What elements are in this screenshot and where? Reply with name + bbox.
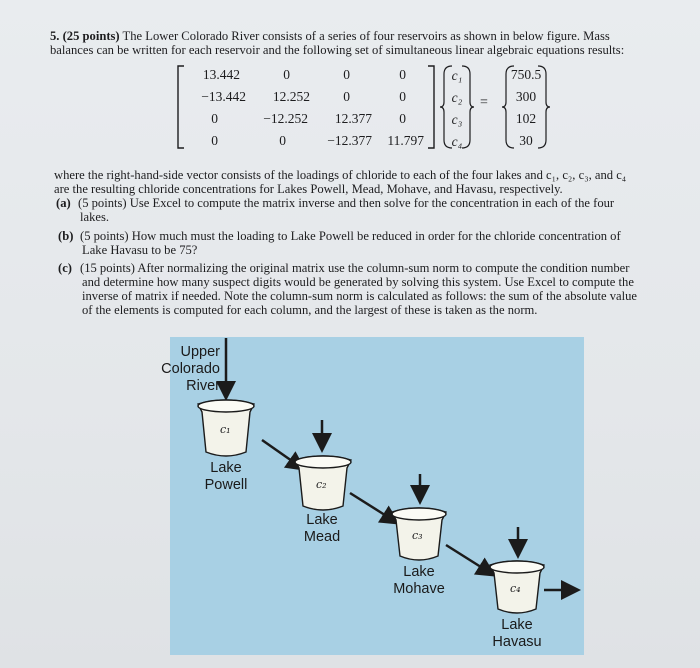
part-a-label: (a) [56, 196, 71, 210]
lake-powell-label: Lake Powell [204, 460, 248, 493]
part-c-line4: of the elements is computed for each column, and the largest of these is taken as the norm. [82, 303, 538, 317]
part-c-line2: and determine how many suspect digits would be generated by solving this system. Use Excel to compute the [82, 275, 634, 289]
unknown-c4: c₄ [451, 134, 463, 149]
problem-intro-line1: 5. (25 points) The Lower Colorado River consists of a series of four reservoirs as shown in below figure. Mass [50, 29, 610, 43]
matrix-cell: −13.442 [201, 89, 246, 104]
matrix-cell: 0 [211, 111, 218, 126]
matrix-cell: −12.377 [327, 133, 372, 148]
matrix-cell: 0 [343, 67, 350, 82]
matrix-cell: 13.442 [202, 67, 240, 82]
part-c-label: (c) [58, 261, 72, 275]
equals-sign: = [480, 95, 488, 110]
matrix-cell: 12.377 [334, 111, 372, 126]
cup-label-c1: c₁ [220, 423, 231, 436]
matrix-cell: 0 [399, 89, 406, 104]
matrix-cell: 0 [279, 133, 286, 148]
matrix-cell: 0 [399, 111, 406, 126]
lake-havasu-label: Lake Havasu [492, 617, 542, 650]
matrix-cell: 12.252 [272, 89, 310, 104]
problem-number: 5. (25 points) [50, 29, 120, 43]
matrix-cell: 0 [343, 89, 350, 104]
explanation-line1: where the right-hand-side vector consists of the loadings of chloride to each of the four lakes and c₁, c₂, c₃, and c₄ [54, 168, 627, 182]
matrix-cell: 11.797 [387, 133, 424, 148]
unknown-c1: c₁ [451, 68, 463, 83]
unknown-c3: c₃ [451, 112, 463, 127]
part-b-label: (b) [58, 229, 74, 243]
part-b-line1: (5 points) How much must the loading to Lake Powell be reduced in order for the chloride concentration of [80, 229, 621, 243]
part-c-line1: (15 points) After normalizing the original matrix use the column-sum norm to compute the condition number [80, 261, 630, 275]
rhs-value: 300 [515, 89, 537, 104]
matrix-cell: −12.252 [263, 111, 308, 126]
upper-colorado-river-label: Upper Colorado River [161, 344, 220, 394]
matrix-cell: 0 [283, 67, 290, 82]
matrix-cell: 0 [399, 67, 406, 82]
cup-label-c4: c₄ [510, 582, 521, 595]
cup-label-c3: c₃ [412, 529, 423, 542]
part-b-line2: Lake Havasu to be 75? [82, 243, 198, 257]
matrix-cell: 0 [211, 133, 218, 148]
unknown-c2: c₂ [451, 90, 463, 105]
rhs-value: 30 [519, 133, 533, 148]
cup-label-c2: c₂ [316, 478, 327, 491]
part-c-line3: inverse of matrix if needed. Note the column-sum norm is calculated as follows: the sum of the absolute value [82, 289, 638, 303]
flow-arrow-2 [350, 493, 396, 522]
problem-intro-line2: balances can be written for each reservoir and the following set of simultaneous linear algebraic equations results: [50, 43, 625, 57]
explanation-line2: are the resulting chloride concentrations for Lakes Powell, Mead, Mohave, and Havasu, respectively. [54, 182, 563, 196]
lake-mead-label: Lake Mead [303, 512, 341, 545]
lake-mohave-label: Lake Mohave [393, 564, 445, 597]
part-a-line2: lakes. [80, 210, 110, 224]
rhs-value: 750.5 [510, 67, 542, 82]
rhs-value: 102 [515, 111, 537, 126]
part-a-line1: (5 points) Use Excel to compute the matrix inverse and then solve for the concentration in each of the four [78, 196, 615, 210]
